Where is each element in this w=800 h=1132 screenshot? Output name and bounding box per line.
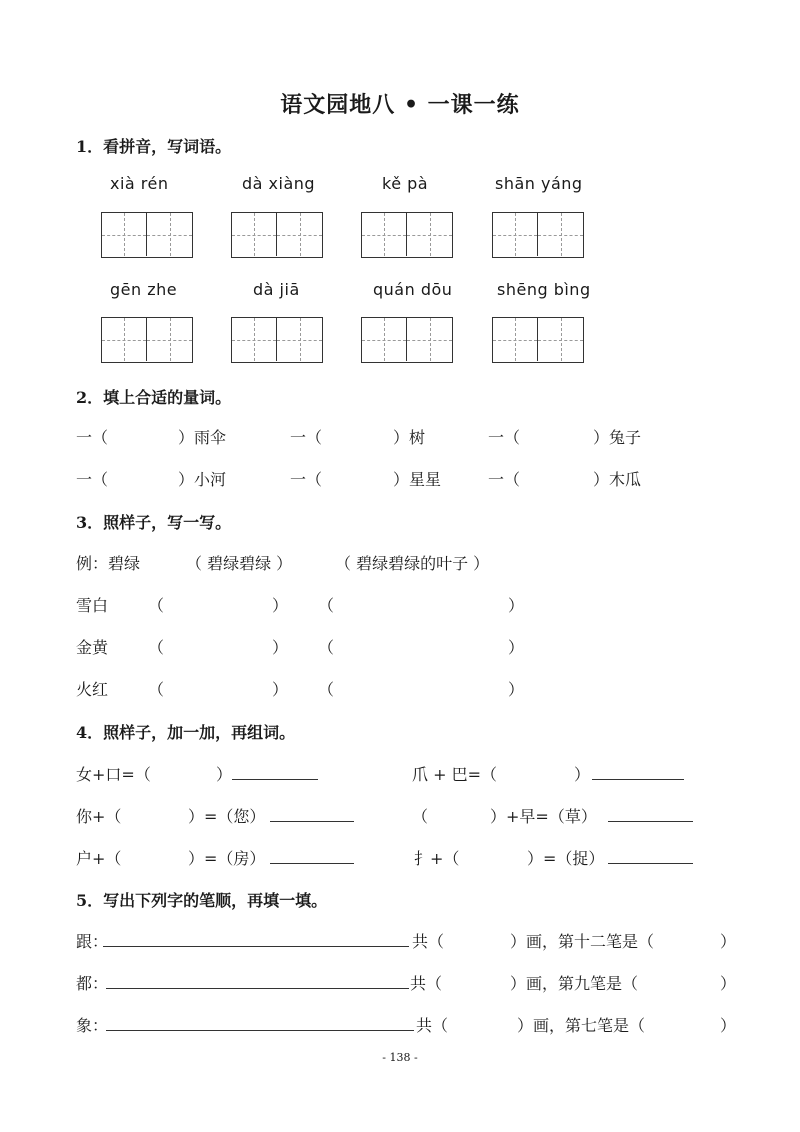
q5-r3-c: ）: [720, 1016, 737, 1035]
q4-r3-left-a: 户+（: [76, 849, 122, 868]
q5-r1-char: 跟：: [76, 932, 109, 951]
answer-line[interactable]: [270, 863, 354, 864]
q1-heading: 1．看拼音，写词语。: [76, 137, 232, 156]
q3-r3-word: 火红: [76, 680, 109, 699]
stroke-order-line[interactable]: [106, 1030, 414, 1031]
q2-r2-a-open: 一（: [76, 470, 109, 489]
q4-r3-right-a: 扌+（: [414, 849, 460, 868]
q2-r1-b-open: 一（: [290, 428, 323, 447]
q3-heading: 3．照样子，写一写。: [76, 513, 232, 532]
q2-r1-c-open: 一（: [488, 428, 521, 447]
answer-line[interactable]: [608, 821, 693, 822]
q3-r2-word: 金黄: [76, 638, 109, 657]
q4-r2-left-b: ）=（您）: [188, 807, 266, 826]
pinyin-8: shēng bìng: [497, 280, 591, 299]
write-box-1[interactable]: [101, 212, 193, 258]
page-number: - 138 -: [382, 1051, 418, 1064]
q3-r2-close1: ）: [272, 638, 289, 657]
pinyin-4: shān yáng: [495, 174, 583, 193]
q2-r2-a-close: ）小河: [178, 470, 227, 489]
q5-r3-a: 共（: [416, 1016, 449, 1035]
q5-r2-char: 都：: [76, 974, 109, 993]
pinyin-3: kě pà: [382, 174, 429, 193]
q4-r2-right-b: ）+早=（草）: [490, 807, 597, 826]
answer-line[interactable]: [232, 779, 318, 780]
q3-example-label: 例：碧绿: [76, 554, 141, 573]
pinyin-2: dà xiàng: [242, 174, 316, 193]
q3-r2-close2: ）: [508, 638, 525, 657]
q3-r1-open1: （: [148, 596, 165, 615]
q2-r2-c-open: 一（: [488, 470, 521, 489]
q4-r2-left-a: 你+（: [76, 807, 122, 826]
q5-r2-a: 共（: [410, 974, 443, 993]
write-box-3[interactable]: [361, 212, 453, 258]
q3-r3-open1: （: [148, 680, 165, 699]
write-box-2[interactable]: [231, 212, 323, 258]
q4-r3-left-b: ）=（房）: [188, 849, 266, 868]
page-title: 语文园地八 • 一课一练: [280, 92, 520, 118]
answer-line[interactable]: [592, 779, 684, 780]
q5-r1-c: ）: [720, 932, 737, 951]
q4-r3-right-b: ）=（捉）: [527, 849, 605, 868]
q3-example-p1: （ 碧绿碧绿 ）: [186, 554, 293, 573]
q5-r1-b: ）画，第十二笔是（: [510, 932, 655, 951]
pinyin-7: quán dōu: [373, 280, 453, 299]
answer-line[interactable]: [270, 821, 354, 822]
q3-r3-close2: ）: [508, 680, 525, 699]
q3-example-p2: （ 碧绿碧绿的叶子 ）: [335, 554, 490, 573]
stroke-order-line[interactable]: [103, 946, 409, 947]
q5-r2-c: ）: [720, 974, 737, 993]
q4-r2-right-a: （: [412, 807, 429, 826]
q5-r3-b: ）画，第七笔是（: [517, 1016, 646, 1035]
pinyin-1: xià rén: [110, 174, 169, 193]
stroke-order-line[interactable]: [106, 988, 409, 989]
q3-r1-word: 雪白: [76, 596, 109, 615]
q2-r1-a-open: 一（: [76, 428, 109, 447]
q2-r1-c-close: ）兔子: [593, 428, 642, 447]
q2-heading: 2．填上合适的量词。: [76, 388, 232, 407]
q4-r1-right-b: ）: [574, 765, 591, 784]
q3-r2-open1: （: [148, 638, 165, 657]
q3-r2-open2: （: [318, 638, 335, 657]
write-box-5[interactable]: [101, 317, 193, 363]
pinyin-6: dà jiā: [253, 280, 300, 299]
q5-r2-b: ）画，第九笔是（: [510, 974, 639, 993]
q3-r1-close2: ）: [508, 596, 525, 615]
q3-r3-close1: ）: [272, 680, 289, 699]
answer-line[interactable]: [608, 863, 693, 864]
pinyin-5: gēn zhe: [110, 280, 178, 299]
q5-heading: 5．写出下列字的笔顺，再填一填。: [76, 891, 328, 910]
write-box-8[interactable]: [492, 317, 584, 363]
q4-r1-left-b: ）: [216, 765, 233, 784]
q2-r2-c-close: ）木瓜: [593, 470, 642, 489]
q2-r1-a-close: ）雨伞: [178, 428, 227, 447]
q3-r1-open2: （: [318, 596, 335, 615]
q3-r3-open2: （: [318, 680, 335, 699]
write-box-6[interactable]: [231, 317, 323, 363]
write-box-7[interactable]: [361, 317, 453, 363]
q2-r1-b-close: ）树: [393, 428, 426, 447]
q4-heading: 4．照样子，加一加，再组词。: [76, 723, 296, 742]
q5-r3-char: 象：: [76, 1016, 109, 1035]
q5-r1-a: 共（: [412, 932, 445, 951]
q3-r1-close1: ）: [272, 596, 289, 615]
q2-r2-b-open: 一（: [290, 470, 323, 489]
q4-r1-left-a: 女+口=（: [76, 765, 151, 784]
q2-r2-b-close: ）星星: [393, 470, 442, 489]
write-box-4[interactable]: [492, 212, 584, 258]
q4-r1-right-a: 爪 + 巴=（: [412, 765, 497, 784]
